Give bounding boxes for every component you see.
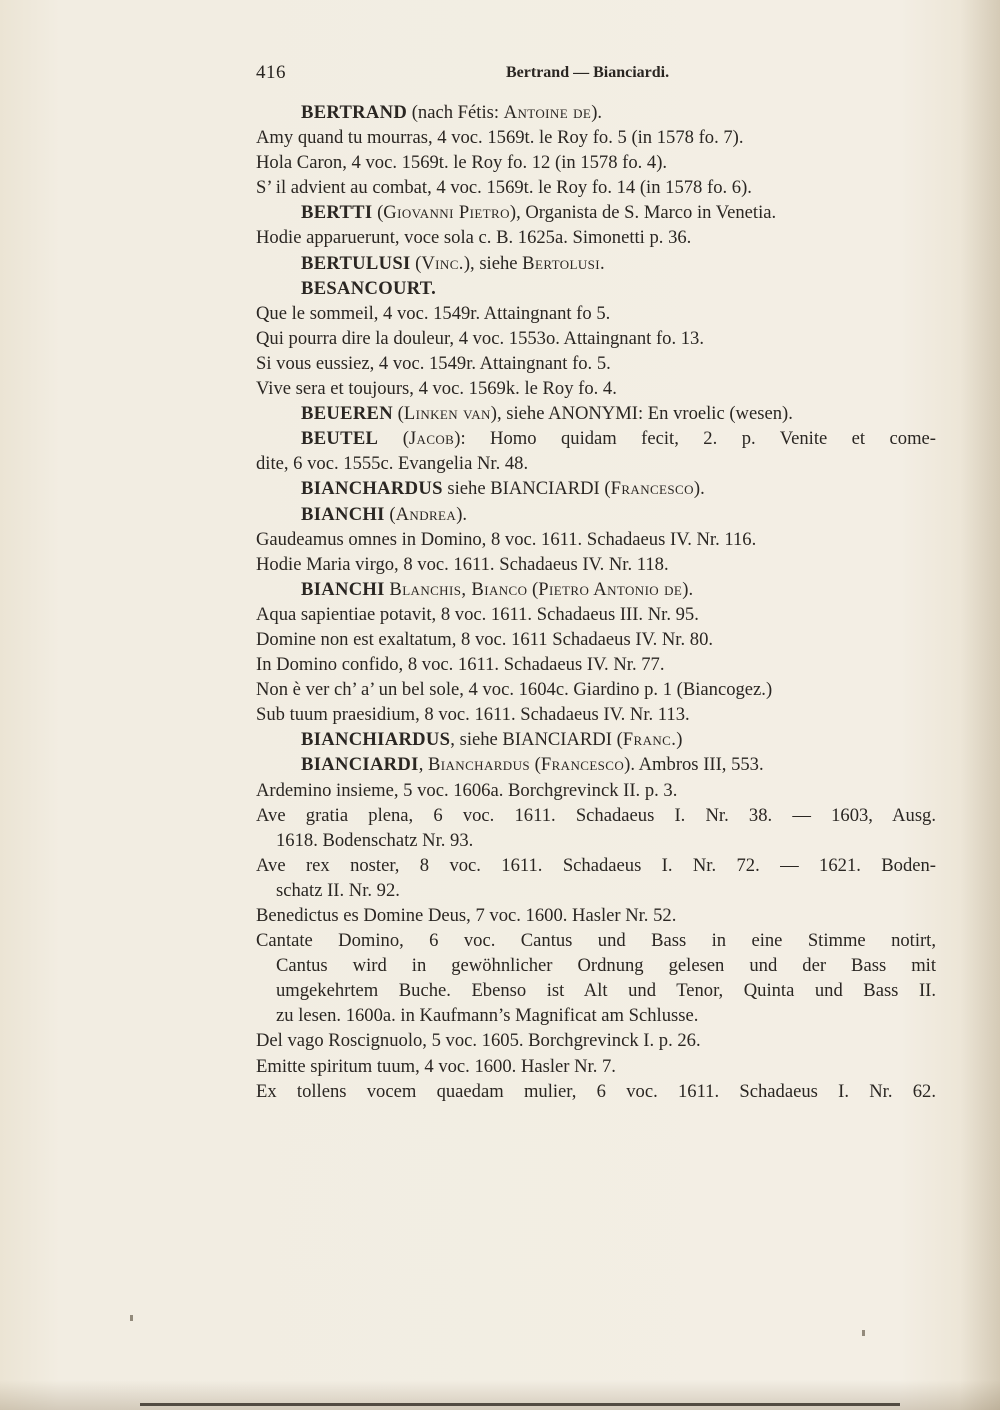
- text-line: [256, 426, 936, 451]
- text-run: Qui pourra dire la douleur, 4 voc. 1553o. Attaingnant fo. 13.: [256, 327, 704, 349]
- text-line: [256, 727, 936, 752]
- text-line: [256, 175, 936, 200]
- text-line: [256, 1079, 936, 1104]
- text-run: S’ il advient au combat, 4 voc. 1569t. le Roy fo. 14 (in 1578 fo. 6).: [256, 177, 752, 199]
- page-body: [256, 100, 936, 1104]
- text-line: [256, 552, 936, 577]
- text-line: [256, 326, 936, 351]
- text-line: [256, 527, 936, 552]
- page-number: 416: [256, 62, 286, 83]
- text-run: ).: [591, 102, 603, 123]
- text-run: (: [410, 252, 422, 274]
- entry-heading: BIANCHI: [301, 578, 385, 600]
- text-run: Aqua sapientiae potavit, 8 voc. 1611. Schadaeus III. Nr. 95.: [256, 603, 699, 625]
- entry-heading: BIANCIARDI: [301, 754, 419, 776]
- text-run: Benedictus es Domine Deus, 7 voc. 1600. Hasler Nr. 52.: [256, 905, 677, 926]
- page-header: [256, 62, 936, 88]
- text-line: [256, 853, 936, 878]
- text-line: [256, 225, 936, 250]
- text-run: In Domino confido, 8 voc. 1611. Schadaeus IV. Nr. 77.: [256, 654, 665, 676]
- text-line: [256, 702, 936, 727]
- text-line: [256, 502, 936, 527]
- small-caps-text: Bianchardus: [427, 754, 531, 776]
- text-run: Hodie Maria virgo, 8 voc. 1611. Schadaeus IV. Nr. 118.: [256, 553, 669, 575]
- text-line: [256, 652, 936, 677]
- small-caps-text: Franc.: [622, 729, 677, 751]
- text-run: 1618. Bodenschatz Nr. 93.: [276, 829, 474, 851]
- entry-heading: BIANCHARDUS: [301, 478, 443, 500]
- text-run: Non è ver ch’ a’ un bel sole, 4 voc. 1604c. Giardino p. 1 (Biancogez.): [256, 679, 773, 701]
- text-run: Hola Caron, 4 voc. 1569t. le Roy fo. 12 (in 1578 fo. 4).: [256, 152, 668, 174]
- text-run: , siehe BIANCIARDI (: [450, 729, 623, 751]
- text-run: Cantus wird in gewöhnlicher Ordnung gelesen und der Bass mit: [276, 955, 936, 977]
- text-run: Domine non est exaltatum, 8 voc. 1611 Schadaeus IV. Nr. 80.: [256, 628, 714, 650]
- paper-speck: [130, 1315, 133, 1321]
- small-caps-text: Blanchis, Bianco: [389, 578, 528, 600]
- text-run: ).: [682, 578, 694, 600]
- text-run: (nach Fétis:: [407, 102, 504, 123]
- entry-heading: BERTULUSI: [301, 252, 411, 274]
- text-run: dite, 6 voc. 1555c. Evangelia Nr. 48.: [256, 453, 529, 475]
- text-run: umgekehrtem Buche. Ebenso ist Alt und Tenor, Quinta und Bass II.: [276, 980, 936, 1002]
- text-run: Si vous eussiez, 4 voc. 1549r. Attaingnant fo. 5.: [256, 352, 611, 374]
- text-run: Amy quand tu mourras, 4 voc. 1569t. le Roy fo. 5 (in 1578 fo. 7).: [256, 127, 744, 149]
- text-line: [256, 577, 936, 602]
- text-line: [256, 451, 936, 476]
- text-run: Ex tollens vocem quaedam mulier, 6 voc. 1611. Schadaeus I. Nr. 62.: [256, 1080, 936, 1102]
- text-run: siehe BIANCIARDI (: [442, 478, 611, 500]
- text-run: Vive sera et toujours, 4 voc. 1569k. le Roy fo. 4.: [256, 378, 617, 400]
- text-line: [256, 1028, 936, 1053]
- text-run: Sub tuum praesidium, 8 voc. 1611. Schadaeus IV. Nr. 113.: [256, 704, 690, 726]
- text-run: (: [393, 403, 404, 425]
- text-run: (: [378, 428, 409, 450]
- entry-heading: BESANCOURT.: [301, 277, 437, 299]
- text-line: [256, 803, 936, 828]
- text-line: [256, 1003, 936, 1028]
- small-caps-text: Andrea: [395, 503, 457, 525]
- text-run: ). Ambros III, 553.: [624, 754, 764, 776]
- text-run: Ardemino insieme, 5 voc. 1606a. Borchgrevinck II. p. 3.: [256, 779, 678, 801]
- small-caps-text: Giovanni Pietro: [383, 202, 510, 224]
- text-run: Cantate Domino, 6 voc. Cantus und Bass in eine Stimme notirt,: [256, 930, 936, 952]
- text-line: [256, 602, 936, 627]
- small-caps-text: Bertolusi.: [522, 252, 606, 274]
- text-run: schatz II. Nr. 92.: [276, 879, 400, 901]
- small-caps-text: Francesco: [540, 754, 625, 776]
- small-caps-text: Pietro Antonio de: [538, 578, 683, 600]
- text-line: [256, 677, 936, 702]
- text-line: [256, 752, 936, 777]
- paper-speck: [862, 1330, 865, 1336]
- text-line: [256, 953, 936, 978]
- text-line: [256, 301, 936, 326]
- page-edge-shadow: [960, 0, 1000, 1410]
- text-run: ): Homo quidam fecit, 2. p. Venite et come-: [454, 428, 936, 450]
- text-run: ,: [418, 754, 428, 776]
- small-caps-text: Francesco: [610, 478, 694, 500]
- text-run: ): [676, 729, 683, 751]
- text-run: (: [527, 578, 539, 600]
- text-run: ), siehe: [463, 252, 523, 274]
- text-line: [256, 878, 936, 903]
- text-run: ), siehe ANONYMI: En vroelic (wesen).: [490, 403, 793, 425]
- small-caps-text: Linken van: [403, 403, 491, 425]
- entry-heading: BERTTI: [301, 202, 373, 224]
- text-line: [256, 401, 936, 426]
- text-run: Del vago Roscignuolo, 5 voc. 1605. Borchgrevinck I. p. 26.: [256, 1030, 701, 1052]
- text-line: [256, 978, 936, 1003]
- text-run: zu lesen. 1600a. in Kaufmann’s Magnificat am Schlusse.: [276, 1005, 699, 1027]
- text-line: [256, 476, 936, 501]
- small-caps-text: Vinc.: [421, 252, 464, 274]
- small-caps-text: Antoine de: [503, 102, 592, 123]
- text-run: ).: [693, 478, 705, 500]
- text-line: [256, 251, 936, 276]
- text-run: Gaudeamus omnes in Domino, 8 voc. 1611. Schadaeus IV. Nr. 116.: [256, 528, 757, 550]
- text-run: (: [384, 503, 396, 525]
- entry-heading: BEUEREN: [301, 403, 393, 425]
- text-run: (: [530, 754, 541, 776]
- text-line: [256, 627, 936, 652]
- entry-heading: BEUTEL: [301, 428, 379, 450]
- running-head: Bertrand — Bianciardi.: [506, 64, 670, 81]
- text-line: [256, 928, 936, 953]
- text-run: Ave rex noster, 8 voc. 1611. Schadaeus I. Nr. 72. — 1621. Boden-: [256, 854, 936, 876]
- text-run: (: [372, 202, 384, 224]
- entry-heading: BERTRAND: [301, 102, 408, 123]
- text-line: [256, 125, 936, 150]
- text-line: [256, 276, 936, 301]
- text-run: Que le sommeil, 4 voc. 1549r. Attaingnant fo 5.: [256, 302, 611, 324]
- entry-heading: BIANCHIARDUS: [301, 729, 451, 751]
- text-run: Hodie apparuerunt, voce sola c. B. 1625a. Simonetti p. 36.: [256, 227, 692, 249]
- text-line: [256, 778, 936, 803]
- text-line: [256, 828, 936, 853]
- small-caps-text: Jacob: [408, 428, 455, 450]
- text-run: Emitte spiritum tuum, 4 voc. 1600. Hasler Nr. 7.: [256, 1055, 616, 1077]
- text-run: ), Organista de S. Marco in Venetia.: [509, 202, 777, 224]
- text-line: [256, 150, 936, 175]
- text-line: [256, 903, 936, 928]
- bottom-edge-line: [140, 1403, 900, 1406]
- text-line: [256, 351, 936, 376]
- entry-heading: BIANCHI: [301, 503, 385, 525]
- text-line: [256, 1054, 936, 1079]
- text-run: ).: [456, 503, 468, 525]
- text-line: [256, 200, 936, 225]
- text-line: [256, 100, 936, 125]
- text-line: [256, 376, 936, 401]
- text-run: Ave gratia plena, 6 voc. 1611. Schadaeus I. Nr. 38. — 1603, Ausg.: [256, 804, 936, 826]
